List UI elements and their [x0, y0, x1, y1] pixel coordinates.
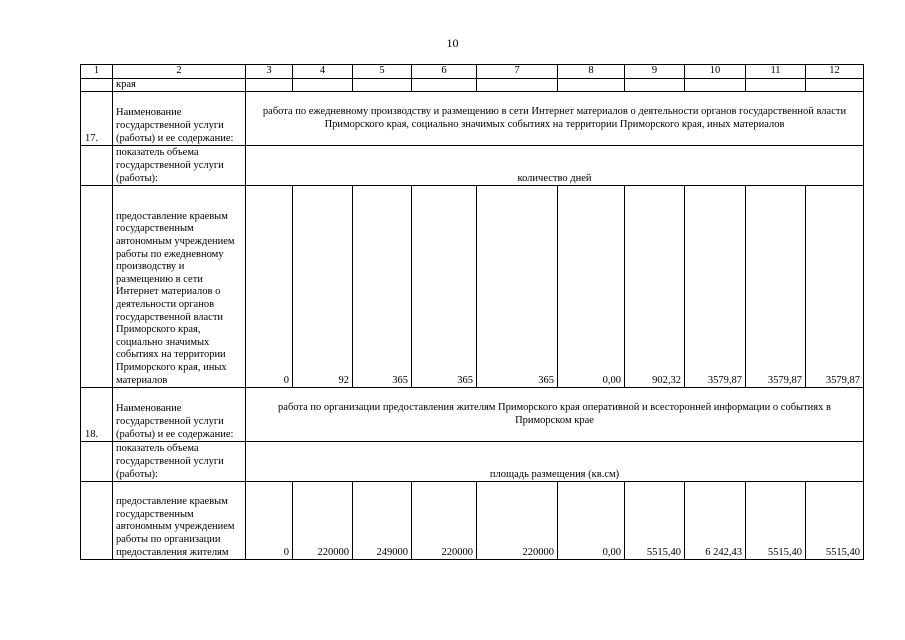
row-18-value-9: 5515,40 [625, 482, 685, 560]
col-header-5: 5 [353, 65, 412, 79]
row-17-value-11: 3579,87 [746, 186, 806, 388]
row-17-values [81, 186, 864, 388]
row-18-value-11: 5515,40 [746, 482, 806, 560]
col-header-6: 6 [412, 65, 477, 79]
row-17-value-10: 3579,87 [685, 186, 746, 388]
row-17-number: 17. [81, 92, 113, 146]
row-17-value-9: 902,32 [625, 186, 685, 388]
row-18-indicator-label: показатель объема государственной услуги (работы): [113, 442, 246, 482]
col-header-11: 11 [746, 65, 806, 79]
col-header-9: 9 [625, 65, 685, 79]
col-header-10: 10 [685, 65, 746, 79]
row-18-name [81, 388, 864, 442]
row-17-service-text: работа по ежедневному производству и размещению в сети Интернет материалов о деятельности органов государственной власти Приморского края, социально значимых событиях на территории Приморского края, иных материалов [246, 92, 864, 146]
row-18-values [81, 482, 864, 560]
row-17-value-7: 365 [477, 186, 558, 388]
budget-table [80, 64, 864, 560]
row-18-number: 18. [81, 388, 113, 442]
row-17-value-4: 92 [293, 186, 353, 388]
col-header-12: 12 [806, 65, 864, 79]
row-18-detail-label: предоставление краевым государственным автономным учреждением работы по организации предоставления жителям [113, 482, 246, 560]
row-17-value-12: 3579,87 [806, 186, 864, 388]
row-18-indicator-value: площадь размещения (кв.см) [246, 442, 864, 482]
row-18-value-12: 5515,40 [806, 482, 864, 560]
col-header-1: 1 [81, 65, 113, 79]
row-18-name-label: Наименование государственной услуги (работы) и ее содержание: [113, 388, 246, 442]
col-header-3: 3 [246, 65, 293, 79]
row-18-value-8: 0,00 [558, 482, 625, 560]
row-17-value-6: 365 [412, 186, 477, 388]
continuation-label: края [113, 78, 246, 92]
row-18-value-7: 220000 [477, 482, 558, 560]
row-18-value-5: 249000 [353, 482, 412, 560]
col-header-7: 7 [477, 65, 558, 79]
col-header-4: 4 [293, 65, 353, 79]
row-18-value-10: 6 242,43 [685, 482, 746, 560]
col-header-8: 8 [558, 65, 625, 79]
row-17-indicator-label: показатель объема государственной услуги (работы): [113, 146, 246, 186]
row-17-value-3: 0 [246, 186, 293, 388]
row-17-indicator [81, 146, 864, 186]
row-17-name [81, 92, 864, 146]
col-header-2: 2 [113, 65, 246, 79]
row-17-value-8: 0,00 [558, 186, 625, 388]
page-number: 10 [446, 36, 459, 50]
row-17-value-5: 365 [353, 186, 412, 388]
column-number-row [81, 65, 864, 79]
row-18-value-6: 220000 [412, 482, 477, 560]
row-18-value-4: 220000 [293, 482, 353, 560]
row-17-indicator-value: количество дней [246, 146, 864, 186]
row-18-value-3: 0 [246, 482, 293, 560]
row-18-service-text: работа по организации предоставления жителям Приморского края оперативной и всесторонней информации о событиях в Приморском крае [246, 388, 864, 442]
row-17-name-label: Наименование государственной услуги (работы) и ее содержание: [113, 92, 246, 146]
row-17-detail-label: предоставление краевым государственным автономным учреждением работы по ежедневному производству и размещению в сети Интернет материалов о деятельности органов государственной власти Приморского края, социально значимых событиях на территории Приморского края, иных материалов [113, 186, 246, 388]
continuation-row [81, 78, 864, 92]
row-18-indicator [81, 442, 864, 482]
